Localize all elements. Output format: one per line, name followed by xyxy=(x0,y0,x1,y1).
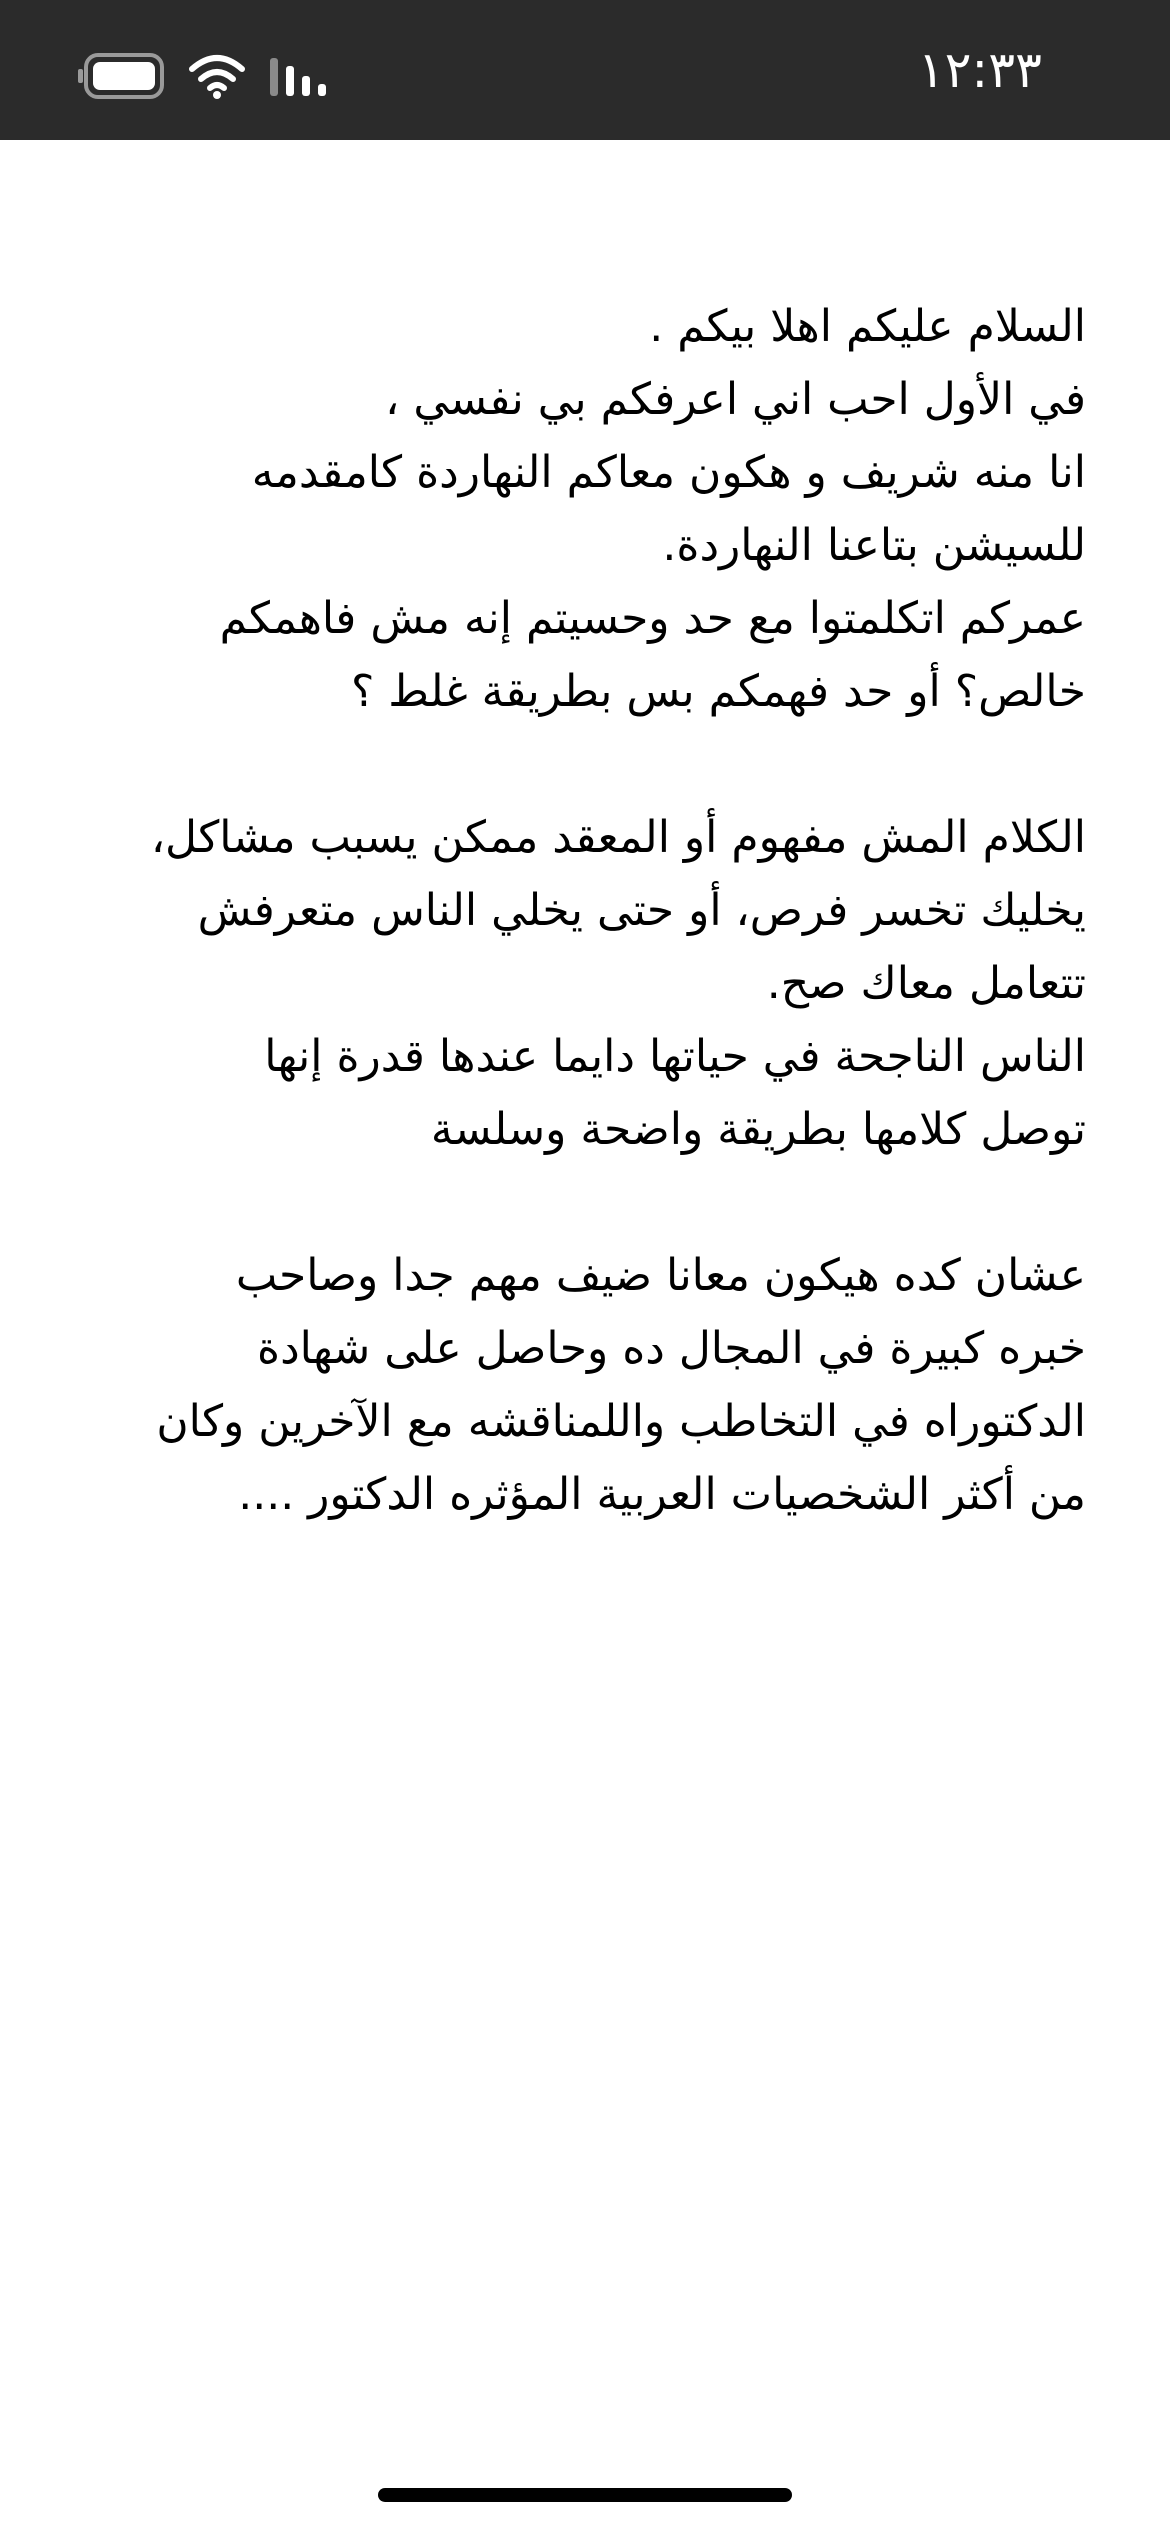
text-line: الدكتوراه في التخاطب واللمناقشه مع الآخرين وكان xyxy=(156,1396,1086,1447)
wifi-icon xyxy=(188,53,246,99)
paragraph-guest-intro xyxy=(76,1239,1086,1531)
signal-icon xyxy=(268,54,332,98)
note-text-area[interactable] xyxy=(76,290,1086,1690)
text-line: الناس الناجحة في حياتها دايما عندها قدرة إنها xyxy=(264,1031,1086,1082)
text-line: تتعامل معاك صح. xyxy=(766,958,1086,1009)
text-line: السلام عليكم اهلا بيكم . xyxy=(649,301,1086,352)
text-line: يخليك تخسر فرص، أو حتى يخلي الناس متعرفش xyxy=(197,885,1086,936)
text-line: للسيشن بتاعنا النهاردة. xyxy=(662,520,1086,571)
text-line: انا منه شريف و هكون معاكم النهاردة كامقدمه xyxy=(251,447,1086,498)
text-line: خبره كبيرة في المجال ده وحاصل على شهادة xyxy=(257,1323,1086,1374)
text-line: عمركم اتكلمتوا مع حد وحسيتم إنه مش فاهمكم xyxy=(219,593,1086,644)
status-bar xyxy=(0,0,1170,140)
paragraph-greeting xyxy=(76,290,1086,728)
text-line: الكلام المش مفهوم أو المعقد ممكن يسبب مشاكل، xyxy=(150,812,1086,863)
status-time: ١٢:٣٣ xyxy=(917,41,1042,99)
text-line: من أكثر الشخصيات العربية المؤثره الدكتور .... xyxy=(238,1469,1086,1520)
text-line: عشان كده هيكون معانا ضيف مهم جدا وصاحب xyxy=(235,1250,1086,1301)
text-line: توصل كلامها بطريقة واضحة وسلسة xyxy=(430,1104,1086,1155)
battery-icon xyxy=(76,51,166,101)
home-indicator[interactable] xyxy=(378,2488,792,2502)
text-line: خالص؟ أو حد فهمكم بس بطريقة غلط ؟ xyxy=(350,666,1086,717)
text-line: في الأول احب اني اعرفكم بي نفسي ، xyxy=(385,374,1086,425)
status-icons xyxy=(76,50,332,102)
paragraph-problem xyxy=(76,801,1086,1166)
